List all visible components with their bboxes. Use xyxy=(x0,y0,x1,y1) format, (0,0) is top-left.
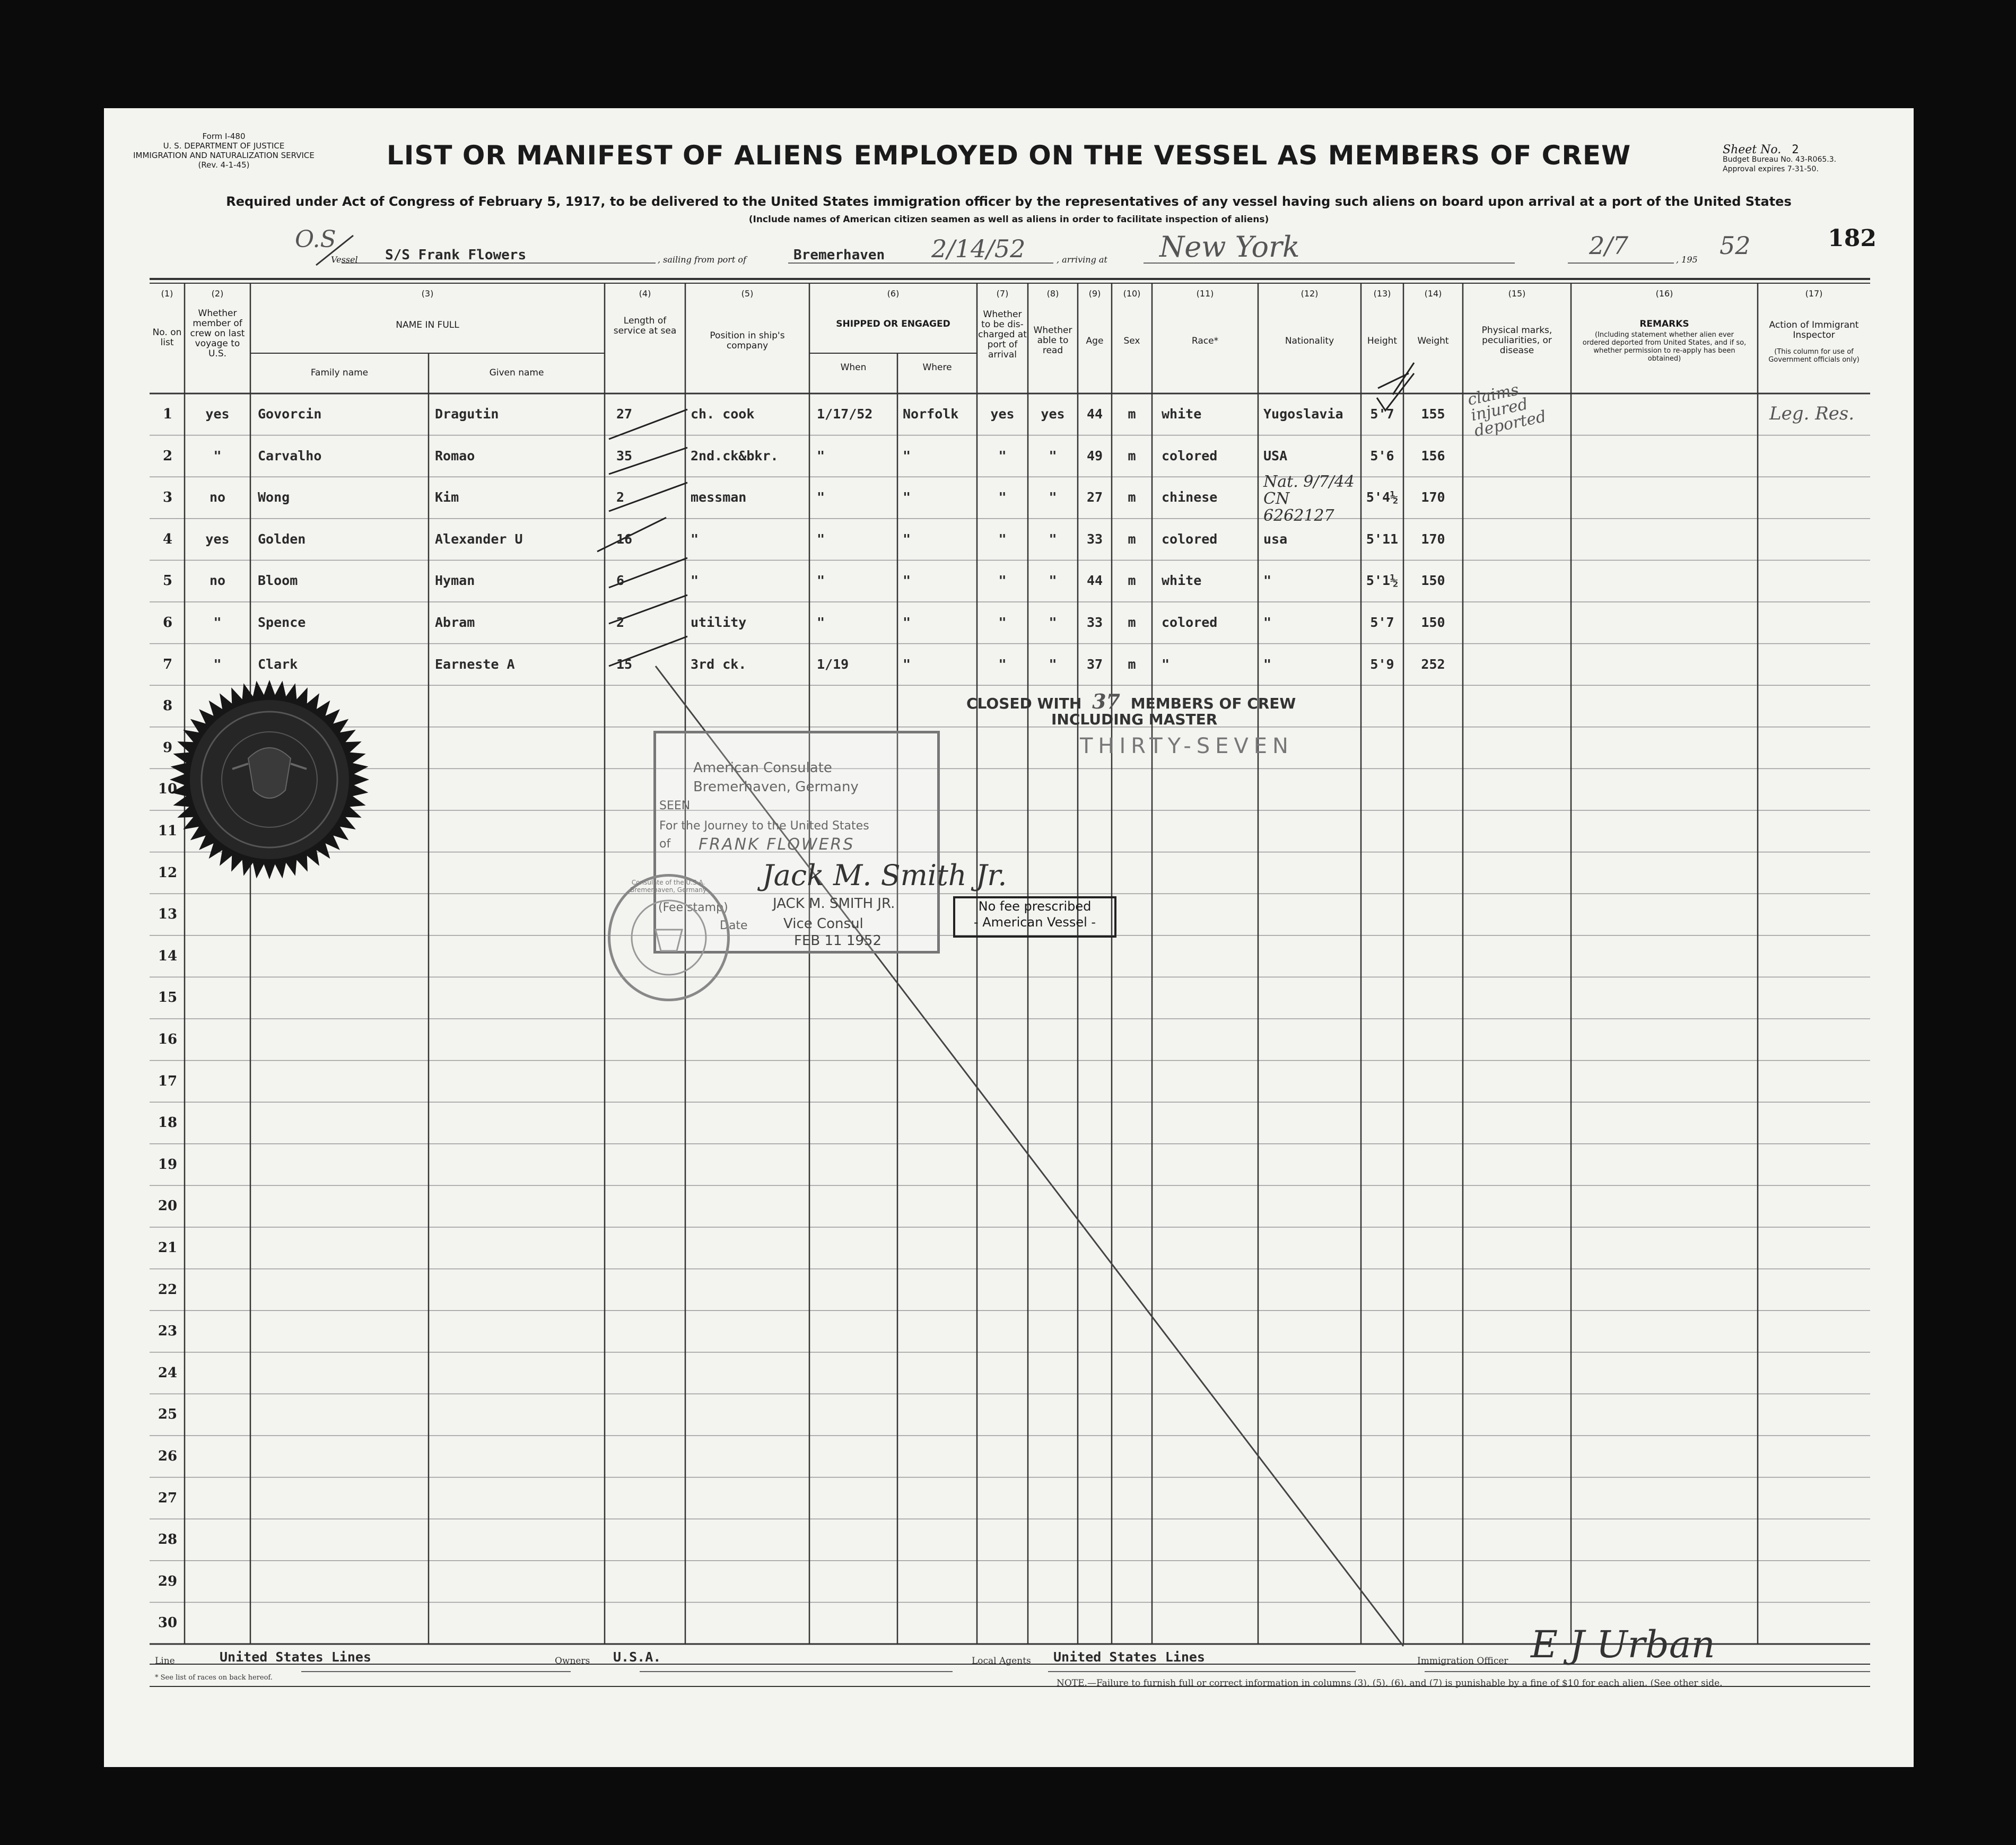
row-number: 18 xyxy=(158,1115,178,1131)
able-to-read-cell: " xyxy=(1049,531,1057,547)
position-cell: " xyxy=(691,531,699,547)
row-number: 3 xyxy=(162,489,173,506)
nationality-cell: " xyxy=(1263,656,1272,672)
header-weight: Weight xyxy=(1417,336,1449,346)
consulate-journey: For the Journey to the United States xyxy=(659,819,869,833)
header-action-note: (This column for use of Government officials only) xyxy=(1768,348,1860,364)
consulate-ship-name: FRANK FLOWERS xyxy=(699,835,855,854)
fee-line2: - American Vessel - xyxy=(973,915,1096,930)
family-name-cell: Clark xyxy=(258,656,298,672)
arrival-port: New York xyxy=(1159,230,1300,264)
embossed-seal xyxy=(169,679,370,880)
col-number: (8) xyxy=(1046,288,1059,299)
age-cell: 44 xyxy=(1086,573,1103,589)
given-name-cell: Alexander U xyxy=(435,531,523,547)
race-cell: colored xyxy=(1162,531,1218,547)
row-number: 12 xyxy=(158,864,178,881)
weight-cell: 155 xyxy=(1421,406,1445,422)
required-statement: Required under Act of Congress of February 5, 1917, to be delivered to the United States immigration officer by the representatives of any vessel having such aliens on board upon arrival at a port of the United States xyxy=(226,194,1792,209)
col-number: (10) xyxy=(1123,288,1141,299)
round-consulate-stamp xyxy=(608,874,730,1001)
row-number: 14 xyxy=(158,948,178,964)
position-cell: messman xyxy=(691,489,747,505)
row-number: 29 xyxy=(158,1573,178,1589)
family-name-cell: Govorcin xyxy=(258,406,322,422)
row-number: 1 xyxy=(162,406,173,422)
age-cell: 27 xyxy=(1086,489,1103,505)
col-number: (7) xyxy=(996,288,1009,299)
height-cell: 5'4½ xyxy=(1366,489,1399,505)
header-name-in-full: NAME IN FULL xyxy=(396,320,459,330)
col-number: (4) xyxy=(639,288,651,299)
col-number: (3) xyxy=(421,288,434,299)
action-cell: Leg. Res. xyxy=(1769,403,1855,424)
header-where: Where xyxy=(922,362,952,373)
last-voyage-cell: no xyxy=(209,489,226,505)
officer-signature: E J Urban xyxy=(1531,1623,1715,1666)
handwritten-mark: O.S xyxy=(295,226,336,253)
line-value: United States Lines xyxy=(220,1649,371,1665)
sheet-info xyxy=(1723,145,1882,174)
last-voyage-cell: " xyxy=(213,615,222,630)
able-to-read-cell: " xyxy=(1049,489,1057,505)
officer-label: Immigration Officer xyxy=(1417,1656,1508,1666)
visa-date: FEB 11 1952 xyxy=(794,933,882,949)
row-number: 9 xyxy=(162,739,173,756)
col-number: (9) xyxy=(1088,288,1101,299)
shipped-when-cell: " xyxy=(817,573,825,589)
nationality-cell: Nat. 9/7/44 CN 6262127 xyxy=(1263,473,1355,526)
consulate-seen: SEEN xyxy=(659,799,691,812)
sex-cell: m xyxy=(1128,656,1136,672)
include-note: (Include names of American citizen seamen as well as aliens in order to facilitate inspection of aliens) xyxy=(748,214,1269,225)
shipped-where-cell: " xyxy=(903,489,911,505)
height-cell: 5'9 xyxy=(1370,656,1394,672)
discharged-cell: " xyxy=(998,448,1007,464)
header-action: Action of Immigrant Inspector xyxy=(1769,320,1859,340)
sheet-number: 2 xyxy=(1792,143,1799,156)
header-race: Race* xyxy=(1191,336,1219,346)
col-number: (14) xyxy=(1424,288,1442,299)
approval-expiry: Approval expires 7-31-50. xyxy=(1723,165,1819,173)
page-title: LIST OR MANIFEST OF ALIENS EMPLOYED ON THE VESSEL AS MEMBERS OF CREW xyxy=(386,140,1631,171)
col-number: (6) xyxy=(887,288,900,299)
row-number: 13 xyxy=(158,906,178,923)
height-cell: 5'11 xyxy=(1366,531,1399,547)
consul-signature: Jack M. Smith Jr. xyxy=(762,859,1007,892)
shipped-when-cell: " xyxy=(817,489,825,505)
col-number: (17) xyxy=(1805,288,1823,299)
service-length-cell: 27 xyxy=(616,406,633,422)
age-cell: 33 xyxy=(1086,531,1103,547)
nationality-cell: Yugoslavia xyxy=(1263,406,1343,422)
header-family-name: Family name xyxy=(310,368,369,378)
given-name-cell: Romao xyxy=(435,448,475,464)
col-number: (5) xyxy=(741,288,754,299)
able-to-read-cell: " xyxy=(1049,448,1057,464)
arrival-date: 2/7 xyxy=(1589,231,1629,260)
family-name-cell: Golden xyxy=(258,531,306,547)
shipped-where-cell: " xyxy=(903,448,911,464)
row-number: 7 xyxy=(162,656,173,672)
service-length-cell: 16 xyxy=(616,531,633,547)
form-number: Form I-480 xyxy=(202,132,246,141)
crew-count: 37 xyxy=(1092,689,1120,713)
height-cell: 5'7 xyxy=(1370,615,1394,630)
given-name-cell: Kim xyxy=(435,489,459,505)
row-number: 15 xyxy=(158,990,178,1006)
owners-value: U.S.A. xyxy=(613,1649,661,1665)
row-number: 24 xyxy=(158,1365,178,1381)
row-number: 27 xyxy=(158,1490,178,1506)
height-cell: 5'6 xyxy=(1370,448,1394,464)
departure-port: Bremerhaven xyxy=(793,247,885,263)
weight-cell: 150 xyxy=(1421,615,1445,630)
race-cell: white xyxy=(1162,573,1202,589)
weight-cell: 170 xyxy=(1421,531,1445,547)
able-to-read-cell: " xyxy=(1049,573,1057,589)
discharged-cell: " xyxy=(998,615,1007,630)
header-last-voyage: Whether member of crew on last voyage to U.S. xyxy=(190,308,245,359)
consulate-line2: Bremerhaven, Germany xyxy=(693,779,859,795)
consul-title: Vice Consul xyxy=(783,916,863,932)
discharged-cell: yes xyxy=(990,406,1015,422)
line-label: Line xyxy=(155,1656,175,1666)
fee-box xyxy=(953,896,1116,938)
header-when: When xyxy=(840,362,867,373)
closed-with-label: CLOSED WITH xyxy=(966,695,1082,712)
header-age: Age xyxy=(1086,336,1104,346)
sex-cell: m xyxy=(1128,531,1136,547)
owners-label: Owners xyxy=(555,1656,590,1666)
row-number: 23 xyxy=(158,1323,178,1340)
agents-value: United States Lines xyxy=(1053,1649,1205,1665)
discharged-cell: " xyxy=(998,573,1007,589)
age-cell: 33 xyxy=(1086,615,1103,630)
header-shipped-engaged: SHIPPED OR ENGAGED xyxy=(836,319,950,329)
row-number: 11 xyxy=(158,823,178,839)
header-nationality: Nationality xyxy=(1285,336,1334,346)
family-name-cell: Spence xyxy=(258,615,306,630)
able-to-read-cell: yes xyxy=(1041,406,1065,422)
row-number: 28 xyxy=(158,1532,178,1548)
row-number: 21 xyxy=(158,1240,178,1256)
vessel-name: S/S Frank Flowers xyxy=(385,247,527,263)
row-number: 16 xyxy=(158,1031,178,1047)
arriving-label: , arriving at xyxy=(1057,255,1107,265)
position-cell: ch. cook xyxy=(691,406,755,422)
race-cell: chinese xyxy=(1162,489,1218,505)
races-note: * See list of races on back hereof. xyxy=(155,1674,273,1682)
service-length-cell: 35 xyxy=(616,448,633,464)
age-cell: 49 xyxy=(1086,448,1103,464)
department-name: U. S. DEPARTMENT OF JUSTICE xyxy=(163,141,285,151)
able-to-read-cell: " xyxy=(1049,656,1057,672)
year-label: , 195 xyxy=(1676,255,1698,265)
age-cell: 37 xyxy=(1086,656,1103,672)
age-cell: 44 xyxy=(1086,406,1103,422)
sheet-label: Sheet No. xyxy=(1723,143,1782,156)
row-number: 20 xyxy=(158,1198,178,1214)
shipped-when-cell: " xyxy=(817,531,825,547)
col-number: (2) xyxy=(211,288,224,299)
col-number: (1) xyxy=(161,288,173,299)
consulate-of: of xyxy=(659,837,671,851)
race-cell: " xyxy=(1162,656,1170,672)
row-number: 25 xyxy=(158,1406,178,1423)
header-sex: Sex xyxy=(1123,336,1140,346)
last-voyage-cell: no xyxy=(209,573,226,589)
nationality-cell: " xyxy=(1263,615,1272,630)
row-number: 10 xyxy=(158,781,178,798)
col-number: (16) xyxy=(1655,288,1673,299)
last-voyage-cell: yes xyxy=(205,531,230,547)
header-height: Height xyxy=(1367,336,1398,346)
height-cell: 5'7 xyxy=(1370,406,1394,422)
round-stamp-text: Consulate of the U.S.A. Bremerhaven, Germany xyxy=(630,879,706,894)
shipped-when-cell: " xyxy=(817,615,825,630)
header-no-on-list: No. on list xyxy=(152,327,182,348)
fee-stamp-label: (Fee stamp) xyxy=(658,901,728,914)
given-name-cell: Hyman xyxy=(435,573,475,589)
agents-label: Local Agents xyxy=(972,1656,1031,1666)
service-length-cell: 2 xyxy=(616,615,625,630)
nationality-cell: " xyxy=(1263,573,1272,589)
race-cell: colored xyxy=(1162,448,1218,464)
row-number: 26 xyxy=(158,1448,178,1464)
col-number: (11) xyxy=(1196,288,1214,299)
vessel-label: Vessel xyxy=(331,255,358,265)
row-number: 5 xyxy=(162,573,173,589)
remarks-cell: claims injured deported xyxy=(1465,380,1548,441)
form-revision: (Rev. 4-1-45) xyxy=(198,160,250,170)
sailing-label: , sailing from port of xyxy=(658,255,746,265)
sex-cell: m xyxy=(1128,489,1136,505)
shipped-where-cell: " xyxy=(903,615,911,630)
sail-date: 2/14/52 xyxy=(931,234,1026,263)
family-name-cell: Carvalho xyxy=(258,448,322,464)
budget-bureau: Budget Bureau No. 43-R065.3. xyxy=(1723,155,1837,164)
service-length-cell: 2 xyxy=(616,489,625,505)
row-number: 17 xyxy=(158,1073,178,1089)
able-to-read-cell: " xyxy=(1049,615,1057,630)
manifest-sheet xyxy=(104,108,1914,1767)
service-length-cell: 15 xyxy=(616,656,633,672)
shipped-where-cell: " xyxy=(903,656,911,672)
closing-statement xyxy=(966,689,1296,713)
col-number: (15) xyxy=(1508,288,1526,299)
shipped-when-cell: 1/19 xyxy=(817,656,849,672)
shipped-when-cell: " xyxy=(817,448,825,464)
sex-cell: m xyxy=(1128,406,1136,422)
last-voyage-cell: yes xyxy=(205,406,230,422)
sex-cell: m xyxy=(1128,573,1136,589)
header-length-of-service: Length of service at sea xyxy=(613,316,677,336)
given-name-cell: Abram xyxy=(435,615,475,630)
row-number: 8 xyxy=(162,698,173,714)
col-number: (13) xyxy=(1373,288,1391,299)
weight-cell: 252 xyxy=(1421,656,1445,672)
service-length-cell: 6 xyxy=(616,573,625,589)
position-cell: " xyxy=(691,573,699,589)
shipped-when-cell: 1/17/52 xyxy=(817,406,873,422)
header-discharged: Whether to be dis-charged at port of arrival xyxy=(978,309,1027,360)
row-number: 2 xyxy=(162,448,173,464)
round-stamp-ring xyxy=(610,877,727,999)
race-cell: colored xyxy=(1162,615,1218,630)
col-number: (12) xyxy=(1301,288,1319,299)
weight-cell: 156 xyxy=(1421,448,1445,464)
including-master-label: INCLUDING MASTER xyxy=(1051,711,1218,728)
nationality-cell: USA xyxy=(1263,448,1288,464)
header-remarks: REMARKS xyxy=(1639,319,1689,329)
position-cell: utility xyxy=(691,615,747,630)
row-number: 30 xyxy=(158,1615,178,1631)
arrival-year: 52 xyxy=(1720,231,1751,260)
footer-note: NOTE.—Failure to furnish full or correct information in columns (3), (5), (6), and (7) is punishable by a fine of $10 for each alien. (See other side. xyxy=(1057,1678,1723,1689)
position-cell: 3rd ck. xyxy=(691,656,747,672)
row-number: 6 xyxy=(162,615,173,631)
consulate-line1: American Consulate xyxy=(693,760,832,776)
shipped-where-cell: " xyxy=(903,573,911,589)
fee-line1: No fee prescribed xyxy=(978,899,1092,914)
sex-cell: m xyxy=(1128,615,1136,630)
family-name-cell: Bloom xyxy=(258,573,298,589)
header-given-name: Given name xyxy=(489,368,544,378)
discharged-cell: " xyxy=(998,531,1007,547)
given-name-cell: Earneste A xyxy=(435,656,515,672)
shipped-where-cell: Norfolk xyxy=(903,406,959,422)
sex-cell: m xyxy=(1128,448,1136,464)
consul-name: JACK M. SMITH JR. xyxy=(773,896,895,912)
header-able-to-read: Whether able to read xyxy=(1033,325,1072,356)
crew-count-written: THIRTY-SEVEN xyxy=(1080,734,1294,758)
last-voyage-cell: " xyxy=(213,656,222,672)
row-number: 19 xyxy=(158,1156,178,1173)
last-voyage-cell: " xyxy=(213,448,222,464)
given-name-cell: Dragutin xyxy=(435,406,499,422)
discharged-cell: " xyxy=(998,489,1007,505)
stamped-sheet-number: 182 xyxy=(1828,225,1877,252)
weight-cell: 150 xyxy=(1421,573,1445,589)
date-label: Date xyxy=(720,919,748,932)
header-physical-marks: Physical marks, peculiarities, or disease xyxy=(1481,325,1552,356)
header-remarks-note: (Including statement whether alien ever ordered deported from United States, and if so, whether permission to re-apply has been obtained) xyxy=(1582,331,1747,363)
row-number: 22 xyxy=(158,1281,178,1298)
height-cell: 5'1½ xyxy=(1366,573,1399,589)
family-name-cell: Wong xyxy=(258,489,290,505)
nationality-cell: usa xyxy=(1263,531,1288,547)
position-cell: 2nd.ck&bkr. xyxy=(691,448,779,464)
row-number: 4 xyxy=(162,531,173,547)
weight-cell: 170 xyxy=(1421,489,1445,505)
race-cell: white xyxy=(1162,406,1202,422)
members-of-crew-label: MEMBERS OF CREW xyxy=(1130,695,1296,712)
header-position: Position in ship's company xyxy=(710,330,785,351)
discharged-cell: " xyxy=(998,656,1007,672)
service-name: IMMIGRATION AND NATURALIZATION SERVICE xyxy=(133,151,315,160)
shipped-where-cell: " xyxy=(903,531,911,547)
